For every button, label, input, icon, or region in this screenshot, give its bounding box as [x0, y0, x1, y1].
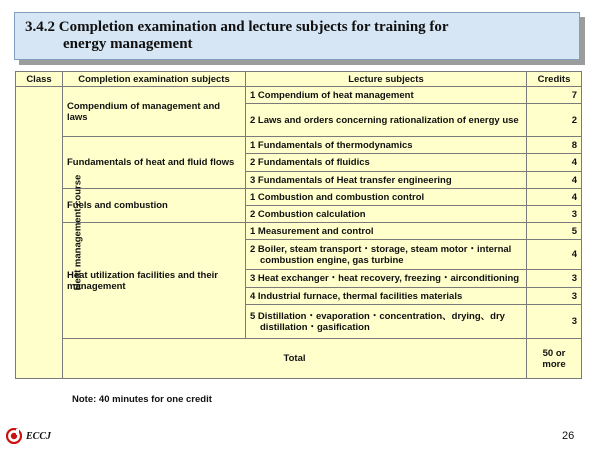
credits-cell: 7 — [527, 87, 582, 104]
lecture-cell: 1 Compendium of heat management — [246, 87, 527, 104]
subject-cell: Fundamentals of heat and fluid flows — [63, 137, 246, 189]
subject-cell: Fuels and combustion — [63, 189, 246, 223]
note-text: Note: 40 minutes for one credit — [72, 394, 212, 405]
credits-cell: 8 — [527, 137, 582, 154]
credits-cell: 2 — [527, 104, 582, 137]
lecture-cell: 1 Combustion and combustion control — [246, 189, 527, 206]
credits-cell: 4 — [527, 189, 582, 206]
header-class: Class — [16, 72, 63, 87]
lecture-cell: 1 Measurement and control — [246, 223, 527, 240]
credits-cell: 3 — [527, 288, 582, 305]
class-cell — [16, 87, 84, 379]
class-label: Heat management course — [72, 174, 84, 291]
lecture-cell: 4 Industrial furnace, thermal facilities materials — [246, 288, 527, 305]
credits-cell: 4 — [527, 240, 582, 270]
lecture-cell: 2 Laws and orders concerning rationalization of energy use — [246, 104, 527, 137]
eccj-logo-icon — [6, 428, 22, 444]
subject-cell: Heat utilization facilities and their management — [63, 223, 246, 339]
page-title: 3.4.2 Completion examination and lecture subjects for training for energy management — [25, 19, 449, 52]
header-subjects: Completion examination subjects — [63, 72, 246, 87]
header-lectures: Lecture subjects — [246, 72, 527, 87]
subjects-table — [15, 71, 582, 379]
credits-cell: 3 — [527, 206, 582, 223]
table-row — [16, 189, 582, 206]
total-label: Total — [63, 339, 527, 379]
header-credits: Credits — [527, 72, 582, 87]
credits-cell: 5 — [527, 223, 582, 240]
page-number: 26 — [562, 430, 575, 442]
credits-cell: 4 — [527, 154, 582, 172]
lecture-cell: 2 Fundamentals of fluidics — [246, 154, 527, 172]
subject-cell: Compendium of management and laws — [63, 87, 246, 137]
table-row — [16, 137, 582, 154]
credits-cell: 3 — [527, 305, 582, 339]
lecture-cell: 2 Combustion calculation — [246, 206, 527, 223]
table-header-row — [16, 72, 582, 87]
logo-text: ECCJ — [26, 430, 52, 442]
lecture-cell: 1 Fundamentals of thermodynamics — [246, 137, 527, 154]
total-value: 50 or more — [527, 339, 582, 379]
credits-cell: 3 — [527, 270, 582, 288]
total-row — [16, 339, 582, 379]
eccj-logo — [6, 428, 51, 444]
table-row — [16, 87, 582, 104]
lecture-cell: 3 Heat exchanger・heat recovery, freezing・airconditioning — [246, 270, 527, 288]
lecture-cell: 5 Distillation・evaporation・concentration、drying、dry distillation・gasification — [246, 305, 527, 339]
lecture-cell: 3 Fundamentals of Heat transfer engineering — [246, 172, 527, 189]
table-row — [16, 223, 582, 240]
lecture-cell: 2 Boiler, steam transport・storage, steam motor・internal combustion engine, gas turbine — [246, 240, 527, 270]
title-box — [14, 12, 580, 60]
credits-cell: 4 — [527, 172, 582, 189]
